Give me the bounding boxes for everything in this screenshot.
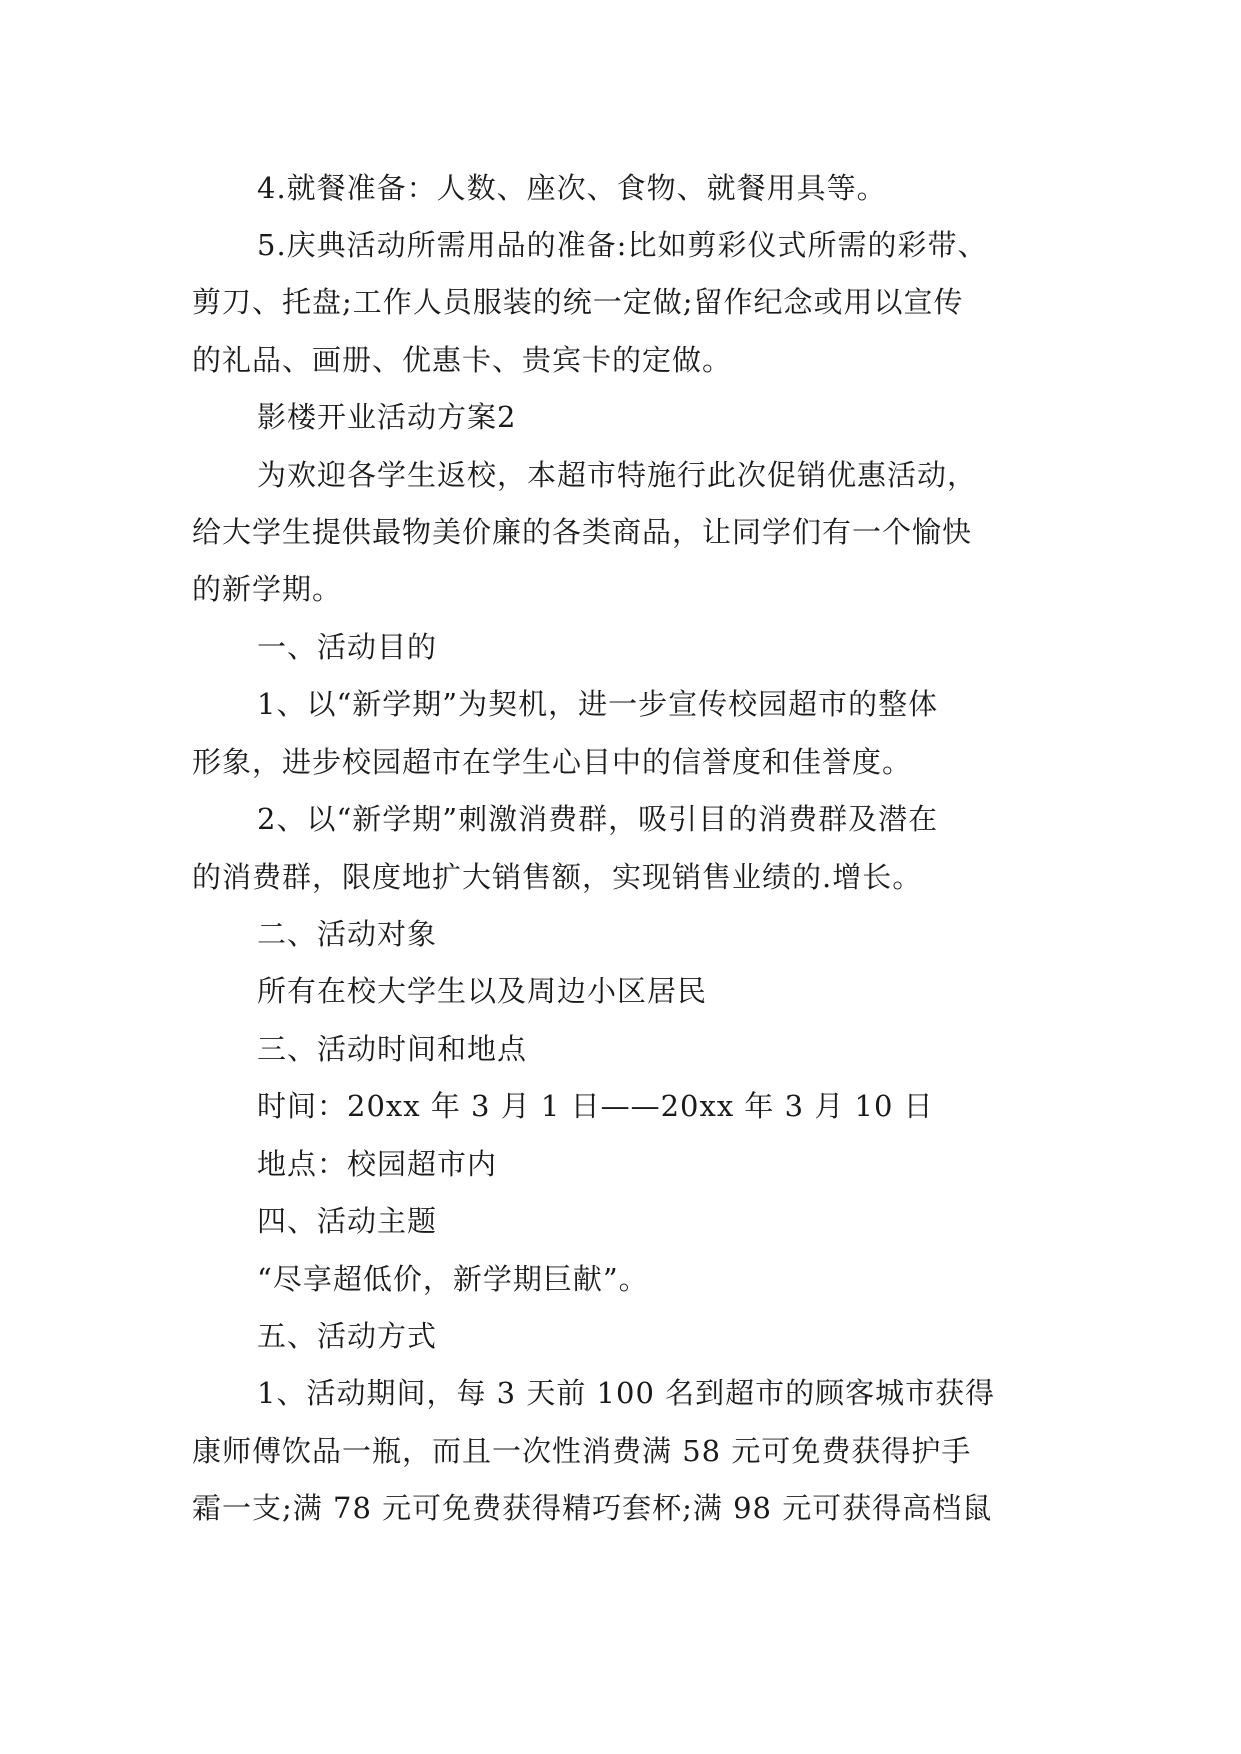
section-heading: 三、活动时间和地点	[257, 1032, 528, 1066]
section-heading: 四、活动主题	[257, 1204, 438, 1238]
text-line: 剪刀、托盘;工作人员服装的统一定做;留作纪念或用以宣传	[192, 285, 964, 319]
text-line: 1、活动期间，每 3 天前 100 名到超市的顾客城市获得	[257, 1376, 996, 1410]
text-line: 为欢迎各学生返校，本超市特施行此次促销优惠活动，	[257, 458, 978, 492]
text-line: 4.就餐准备：人数、座次、食物、就餐用具等。	[257, 171, 887, 205]
text-line: 的礼品、画册、优惠卡、贵宾卡的定做。	[192, 343, 733, 377]
section-heading: 影楼开业活动方案2	[257, 400, 517, 434]
text-line: 1、以“新学期”为契机，进一步宣传校园超市的整体	[257, 687, 939, 721]
text-line: 的消费群，限度地扩大销售额，实现销售业绩的.增长。	[192, 860, 923, 894]
text-line: 霜一支;满 78 元可免费获得精巧套杯;满 98 元可获得高档鼠	[192, 1491, 993, 1525]
text-line: 所有在校大学生以及周边小区居民	[257, 974, 708, 1008]
text-line: 5.庆典活动所需用品的准备:比如剪彩仪式所需的彩带、	[257, 228, 988, 262]
text-line: 的新学期。	[192, 572, 343, 606]
section-heading: 五、活动方式	[257, 1319, 438, 1353]
text-line: 康师傅饮品一瓶，而且一次性消费满 58 元可免费获得护手	[192, 1434, 972, 1468]
text-line: “尽享超低价，新学期巨献”。	[257, 1262, 649, 1296]
text-line: 2、以“新学期”刺激消费群，吸引目的消费群及潜在	[257, 802, 939, 836]
section-heading: 二、活动对象	[257, 917, 438, 951]
text-line: 时间：20xx 年 3 月 1 日——20xx 年 3 月 10 日	[257, 1089, 934, 1123]
text-line: 形象，进步校园超市在学生心目中的信誉度和佳誉度。	[192, 745, 913, 779]
text-line: 地点：校园超市内	[257, 1147, 498, 1181]
text-line: 给大学生提供最物美价廉的各类商品，让同学们有一个愉快	[192, 515, 973, 549]
section-heading: 一、活动目的	[257, 630, 438, 664]
